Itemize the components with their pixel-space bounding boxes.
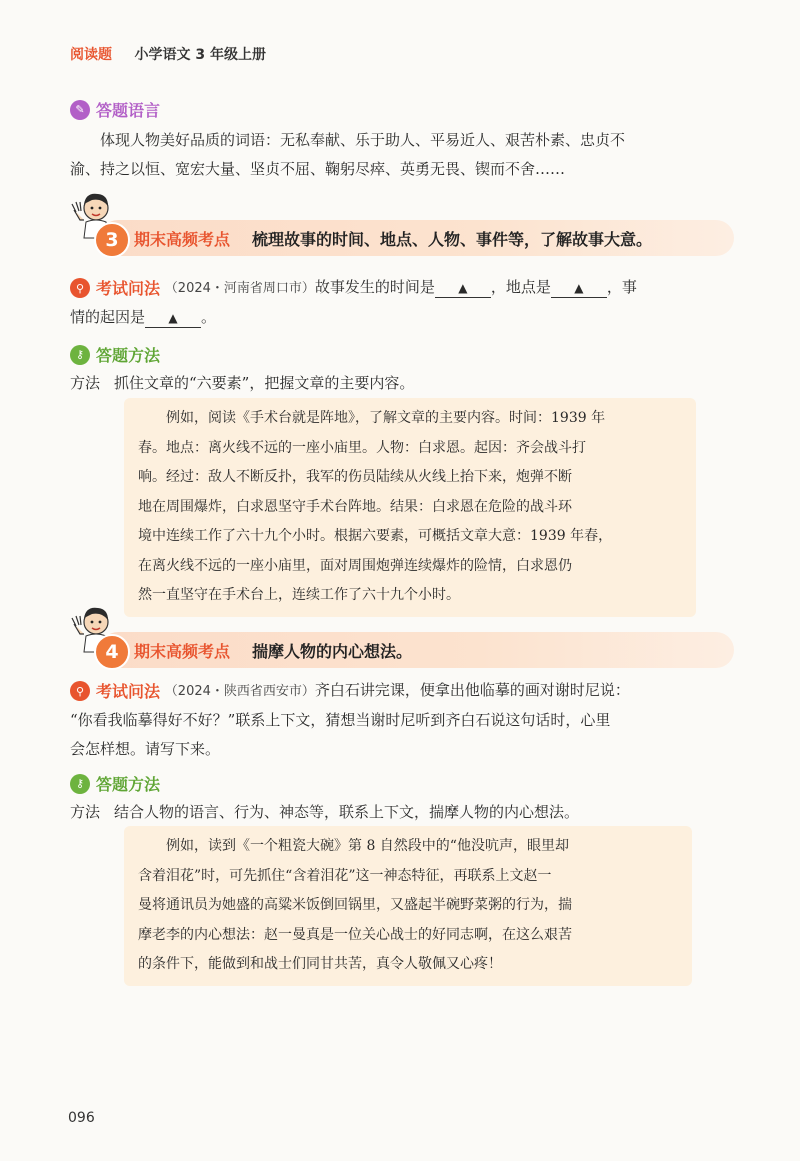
answer-language-label [70, 98, 160, 121]
section-4-method [70, 801, 579, 822]
exam-text: 。 [201, 308, 217, 326]
exam-text: 齐白石讲完课，便拿出他临摹的画对谢时尼说： [314, 681, 630, 699]
method-title: 答题方法 [96, 775, 161, 794]
search-icon: ⚲ [70, 278, 90, 298]
exam-source: （2024・陕西省西安市） [164, 684, 315, 699]
section-keyword: 期末高频考点 [134, 642, 231, 661]
example-line: 含着泪花”时，可先抓住“含着泪花”这一神态特征，再联系上文赵一 [138, 867, 552, 884]
section-3-exam [70, 273, 740, 332]
exam-text: ，事 [606, 278, 637, 296]
header-category: 阅读题 [70, 47, 112, 63]
exam-text: “你看我临摹得好不好？”联系上下文，猜想当谢时尼听到齐白石说这句话时，心里 [70, 711, 611, 729]
section-3-example-box [124, 398, 696, 617]
example-line: 境中连续工作了六十九个小时。根据六要素，可概括文章大意：1939 年春， [138, 528, 613, 544]
section-topic: 梳理故事的时间、地点、人物、事件等，了解故事大意。 [252, 230, 653, 249]
section-topic: 揣摩人物的内心想法。 [252, 642, 413, 661]
example-line: 响。经过：敌人不断反扑，我军的伤员陆续从火线上抬下来，炮弹不断 [138, 469, 572, 485]
exam-text: ，地点是 [490, 278, 551, 296]
wrench-icon: ✎ [70, 100, 90, 120]
example-line: 然一直坚守在手术台上，连续工作了六十九个小时。 [138, 587, 460, 603]
section-4-example-box [124, 826, 692, 986]
example-line: 在离火线不远的一座小庙里，面对周围炮弹连续爆炸的险情，白求恩仍 [138, 557, 572, 574]
section-4-exam [70, 676, 740, 764]
example-line: 例如，阅读《手术台就是阵地》，了解文章的主要内容。时间：1939 年 [166, 410, 606, 426]
example-line: 春。地点：离火线不远的一座小庙里。人物：白求恩。起因：齐会战斗打 [138, 439, 586, 456]
example-line: 曼将通讯员为她盛的高粱米饭倒回锅里，又盛起半碗野菜粥的行为，揣 [138, 897, 572, 913]
search-icon: ⚲ [70, 681, 90, 701]
section-keyword: 期末高频考点 [134, 230, 231, 249]
method-text: 抓住文章的“六要素”，把握文章的主要内容。 [114, 374, 415, 392]
section-number: 4 [94, 634, 130, 670]
exam-label [70, 677, 160, 706]
answer-language-title: 答题语言 [96, 101, 161, 120]
answer-language-line: 体现人物美好品质的词语：无私奉献、乐于助人、平易近人、艰苦朴素、忠贞不 [100, 131, 626, 149]
exam-text: 情的起因是 [70, 308, 146, 326]
answer-blank: ▲ [145, 309, 201, 328]
exam-text: 故事发生的时间是 [314, 278, 435, 296]
exam-label [70, 274, 160, 303]
answer-language-text [70, 126, 740, 184]
section-number: 3 [94, 222, 130, 258]
section-3-banner [100, 220, 734, 256]
example-line: 例如，读到《一个粗瓷大碗》第 8 自然段中的“他没吭声，眼里却 [166, 838, 569, 854]
key-icon: ⚷ [70, 774, 90, 794]
answer-blank: ▲ [551, 279, 607, 298]
method-label [70, 772, 160, 795]
section-3-method [70, 372, 414, 393]
exam-source: （2024・河南省周口市） [164, 281, 315, 296]
method-text: 结合人物的语言、行为、神态等，联系上下文，揣摩人物的内心想法。 [114, 803, 580, 821]
example-line: 地在周围爆炸，白求恩坚守手术台阵地。结果：白求恩在危险的战斗环 [138, 498, 572, 515]
section-4-banner [100, 632, 734, 668]
example-line: 的条件下，能做到和战士们同甘共苦，真令人敬佩又心疼！ [138, 956, 502, 972]
answer-blank: ▲ [435, 279, 491, 298]
method-title: 答题方法 [96, 346, 161, 365]
method-prefix: 方法 [70, 803, 101, 821]
key-icon: ⚷ [70, 345, 90, 365]
header-book-title: 小学语文 3 年级上册 [134, 47, 266, 63]
answer-language-line: 渝、持之以恒、宽宏大量、坚贞不屈、鞠躬尽瘁、英勇无畏、锲而不舍…… [70, 160, 566, 178]
exam-text: 会怎样想。请写下来。 [70, 740, 221, 758]
method-prefix: 方法 [70, 374, 101, 392]
example-line: 摩老李的内心想法：赵一曼真是一位关心战士的好同志啊，在这么艰苦 [138, 926, 572, 943]
method-label [70, 343, 160, 366]
exam-label-text: 考试问法 [96, 278, 161, 298]
exam-label-text: 考试问法 [96, 681, 161, 701]
page-header [70, 44, 266, 64]
page-number: 096 [68, 1110, 95, 1126]
